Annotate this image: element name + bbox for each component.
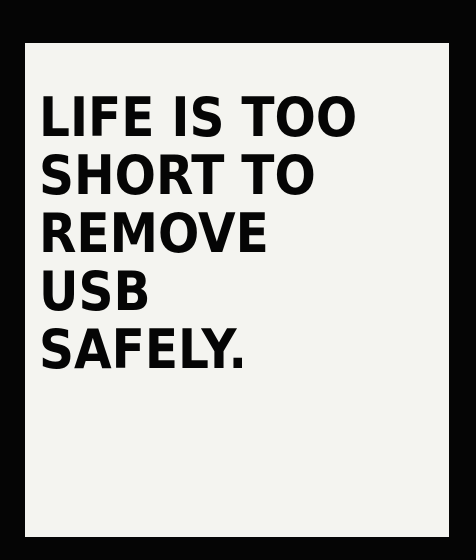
quote-line-3: REMOVE [39,202,269,265]
quote-line-1: LIFE IS TOO [39,86,358,149]
quote-line-2: SHORT TO [39,144,316,207]
quote-line-4: USB [39,260,151,323]
quote-panel [25,43,449,537]
quote-line-5: SAFELY. [39,318,248,381]
quote-text [39,86,439,381]
